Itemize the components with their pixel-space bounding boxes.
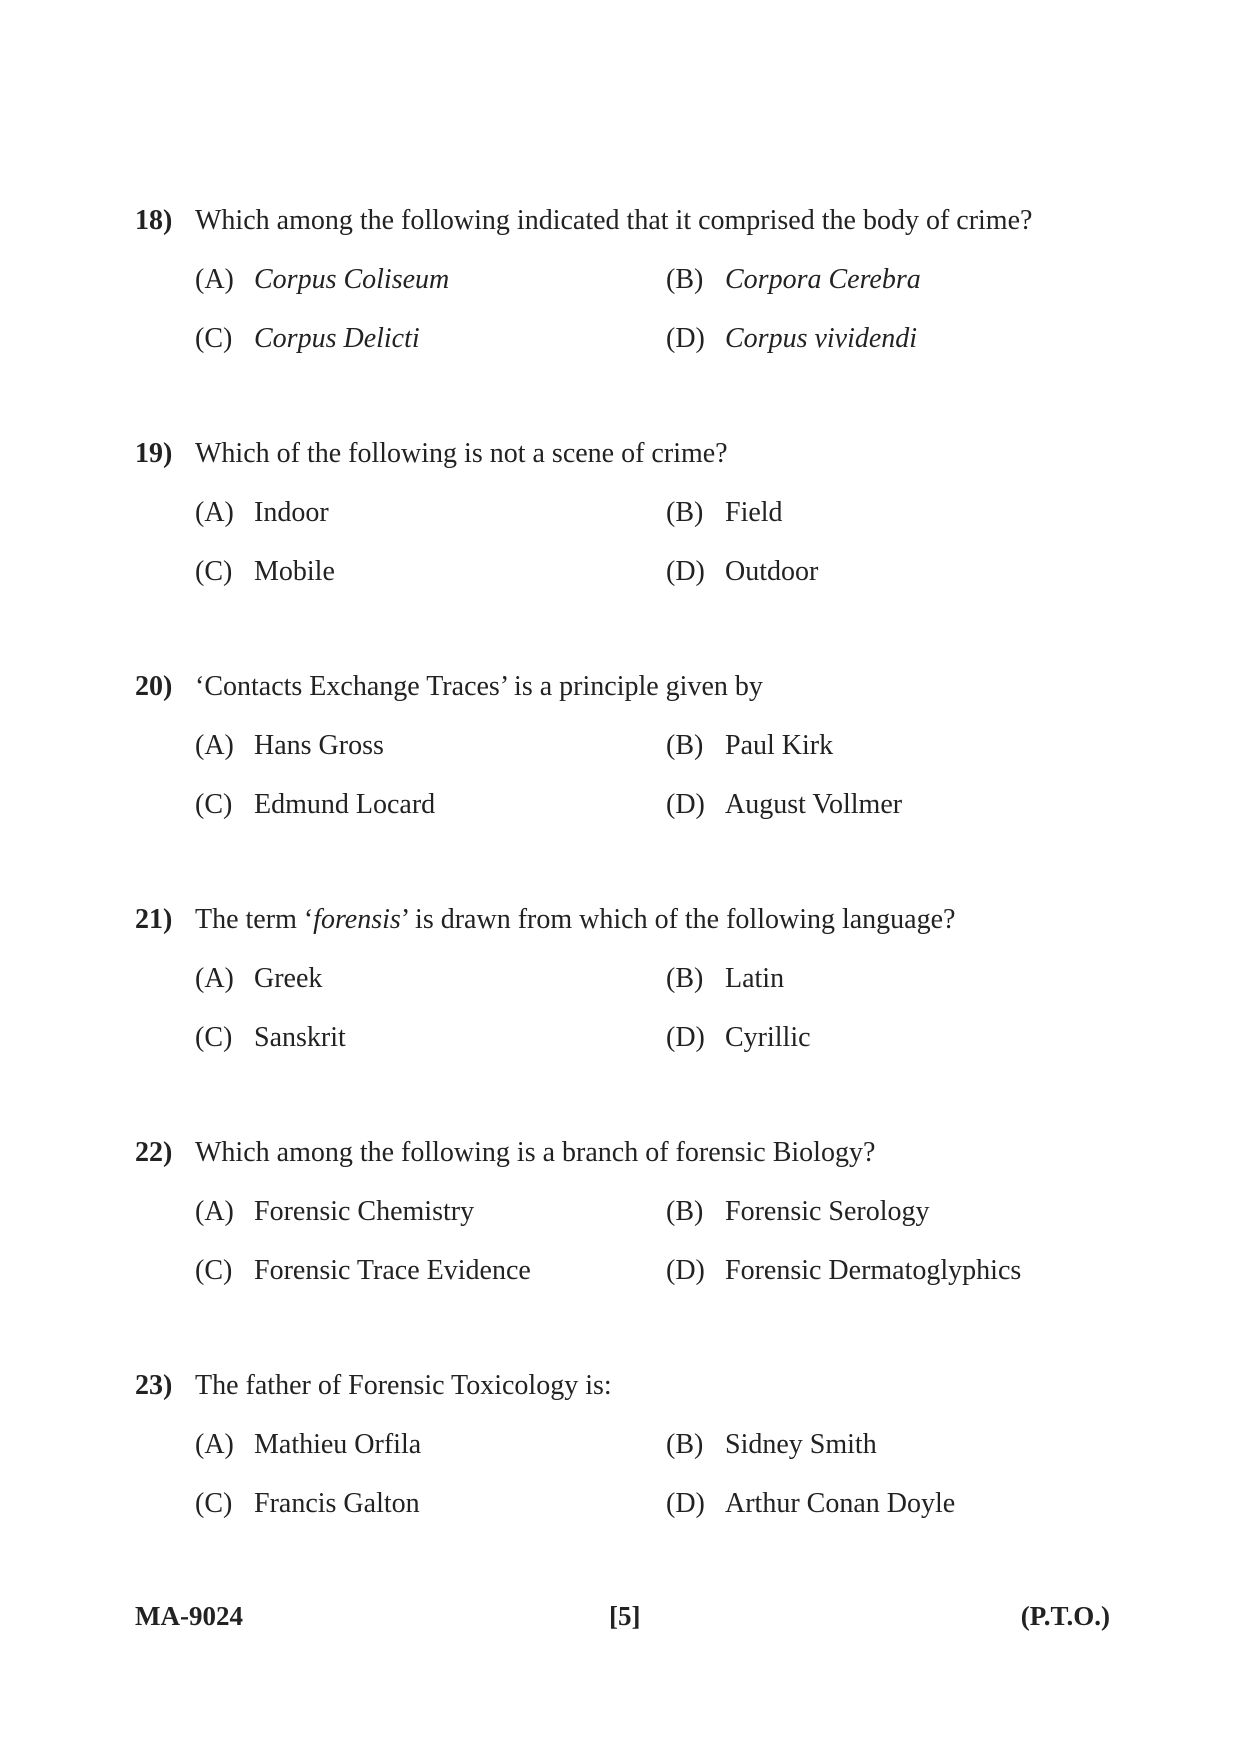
option-d: (D) Arthur Conan Doyle <box>666 1488 956 1519</box>
question-number: 20) <box>135 671 173 702</box>
option-a: (A) Corpus Coliseum <box>195 264 450 295</box>
question-number: 18) <box>135 205 173 236</box>
option-d: (D) Cyrillic <box>666 1022 811 1053</box>
option-a: (A) Mathieu Orfila <box>195 1429 422 1460</box>
question-23 <box>135 1370 1115 1547</box>
option-c: (C) Corpus Delicti <box>195 323 420 354</box>
option-d: (D) Corpus vividendi <box>666 323 918 354</box>
question-text: ‘Contacts Exchange Traces’ is a principle given by <box>195 671 763 702</box>
option-b: (B) Field <box>666 497 783 528</box>
option-a: (A) Forensic Chemistry <box>195 1196 475 1227</box>
question-text: The term ‘forensis’ is drawn from which of the following language? <box>195 904 956 935</box>
question-text: Which among the following indicated that it comprised the body of crime? <box>195 205 1033 236</box>
question-18 <box>135 205 1115 382</box>
option-b: (B) Latin <box>666 963 785 994</box>
option-c: (C) Francis Galton <box>195 1488 420 1519</box>
question-20 <box>135 671 1115 848</box>
question-text: Which among the following is a branch of forensic Biology? <box>195 1137 876 1168</box>
question-number: 22) <box>135 1137 173 1168</box>
option-a: (A) Greek <box>195 963 323 994</box>
question-text: Which of the following is not a scene of crime? <box>195 438 728 469</box>
page-footer <box>135 1601 1110 1637</box>
option-b: (B) Corpora Cerebra <box>666 264 921 295</box>
paper-code: MA-9024 <box>135 1601 243 1631</box>
option-d: (D) Outdoor <box>666 556 819 587</box>
question-22 <box>135 1137 1115 1314</box>
question-text: The father of Forensic Toxicology is: <box>195 1370 612 1401</box>
option-c: (C) Sanskrit <box>195 1022 346 1053</box>
option-b: (B) Sidney Smith <box>666 1429 877 1460</box>
option-b: (B) Paul Kirk <box>666 730 834 761</box>
option-b: (B) Forensic Serology <box>666 1196 930 1227</box>
pto-label: (P.T.O.) <box>1020 1601 1110 1631</box>
question-number: 21) <box>135 904 173 935</box>
option-a: (A) Hans Gross <box>195 730 384 761</box>
page-number: [5] <box>609 1601 641 1631</box>
option-c: (C) Forensic Trace Evidence <box>195 1255 531 1286</box>
latin-term: forensis <box>313 904 401 935</box>
option-d: (D) Forensic Dermatoglyphics <box>666 1255 1022 1286</box>
option-c: (C) Mobile <box>195 556 335 587</box>
option-a: (A) Indoor <box>195 497 329 528</box>
question-number: 19) <box>135 438 173 469</box>
question-21 <box>135 904 1115 1081</box>
question-19 <box>135 438 1115 615</box>
option-c: (C) Edmund Locard <box>195 789 436 820</box>
option-d: (D) August Vollmer <box>666 789 903 820</box>
question-number: 23) <box>135 1370 173 1401</box>
